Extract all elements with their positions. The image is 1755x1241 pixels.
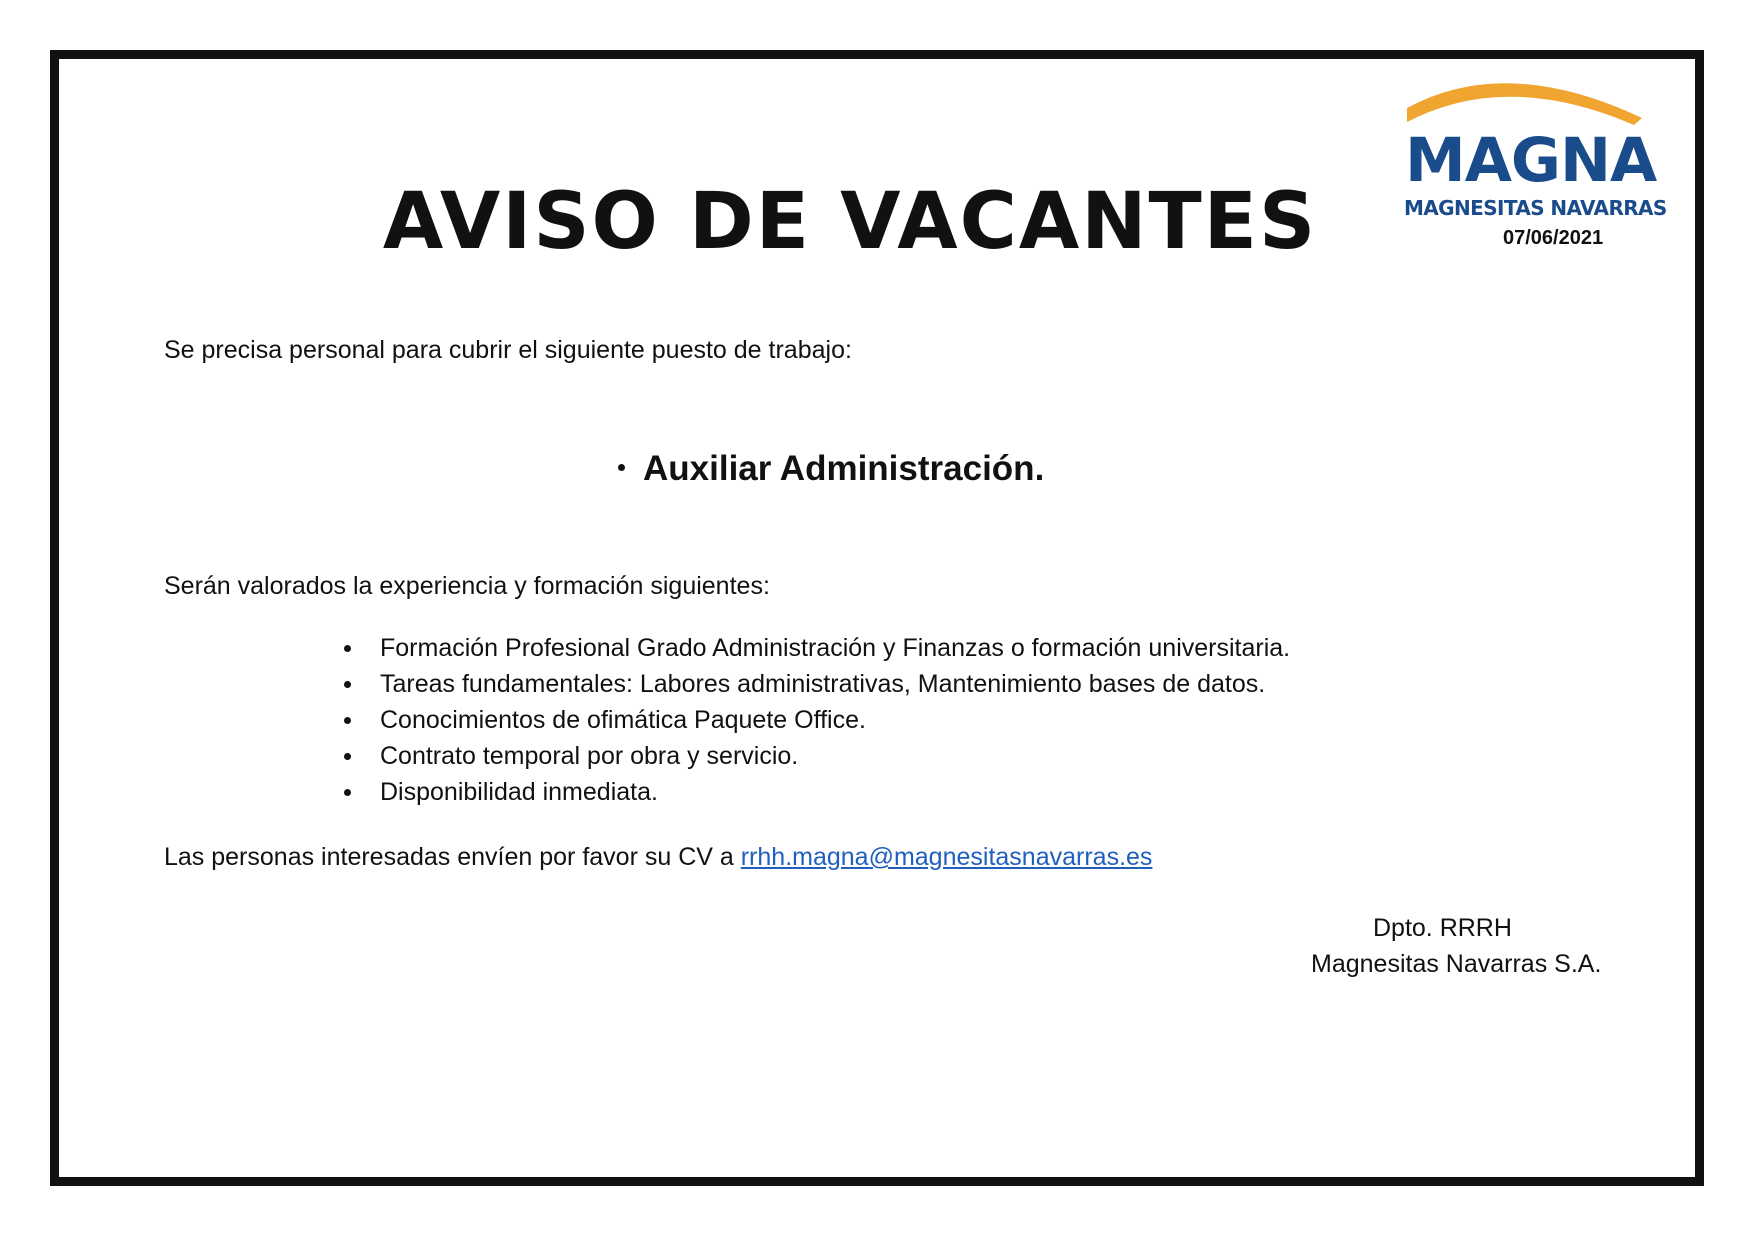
bullet-icon (618, 464, 625, 471)
list-item: Tareas fundamentales: Labores administrativas, Mantenimiento bases de datos. (340, 666, 1290, 702)
email-link[interactable]: rrhh.magna@magnesitasnavarras.es (740, 843, 1153, 871)
logo-wordmark: MAGNA (1405, 125, 1657, 196)
bullet-icon (344, 717, 351, 724)
contact-line (164, 845, 1152, 870)
list-item: Contrato temporal por obra y servicio. (340, 738, 1290, 774)
document-date: 07/06/2021 (1503, 227, 1604, 249)
logo-subtitle: MAGNESITAS NAVARRAS (1404, 196, 1667, 220)
bullet-icon (344, 681, 351, 688)
list-item: Formación Profesional Grado Administración y Finanzas o formación universitaria. (340, 630, 1290, 666)
intro-text: Se precisa personal para cubrir el siguiente puesto de trabajo: (164, 336, 852, 364)
bullet-icon (344, 753, 351, 760)
bullet-icon (344, 789, 351, 796)
signature-company: Magnesitas Navarras S.A. (1311, 950, 1602, 978)
page-title: AVISO DE VACANTES (382, 177, 1318, 267)
job-position (618, 451, 1044, 486)
requirements-list (340, 630, 1290, 810)
bullet-icon (344, 645, 351, 652)
requirements-heading: Serán valorados la experiencia y formación siguientes: (164, 572, 770, 600)
list-item: Disponibilidad inmediata. (340, 774, 1290, 810)
contact-text: Las personas interesadas envíen por favor su CV a (164, 843, 741, 871)
signature-department: Dpto. RRRH (1373, 914, 1512, 942)
job-position-label: Auxiliar Administración. (643, 449, 1045, 488)
list-item: Conocimientos de ofimática Paquete Office. (340, 702, 1290, 738)
